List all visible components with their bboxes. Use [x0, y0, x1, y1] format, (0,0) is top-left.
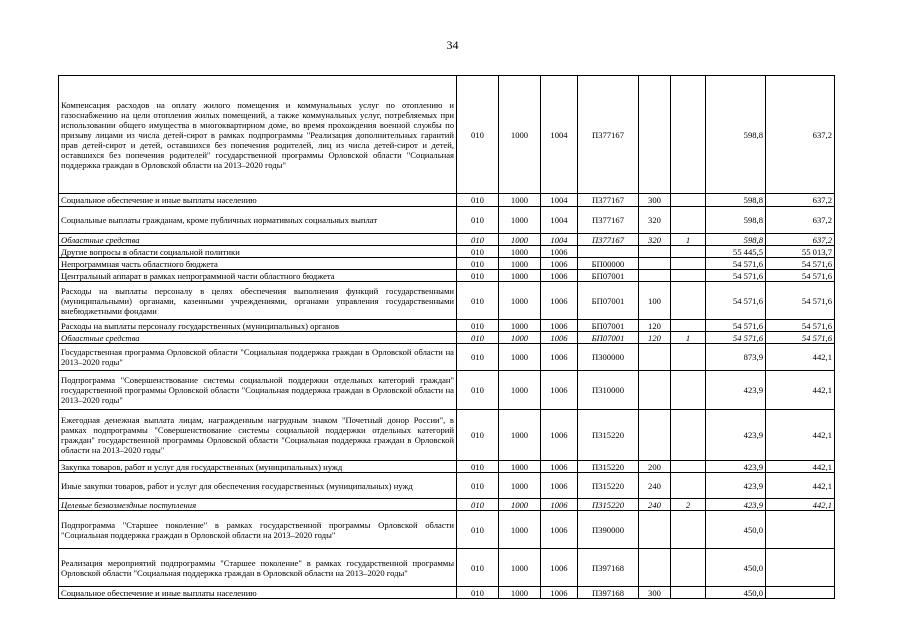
- cell-amount-1: 54 571,6: [706, 332, 766, 344]
- cell-grbs: 010: [457, 371, 499, 410]
- cell-amount-1: 598,8: [706, 194, 766, 207]
- row-name: Социальные выплаты гражданам, кроме публичных нормативных социальных выплат: [59, 207, 457, 234]
- cell-amount-2: 442,1: [766, 461, 835, 473]
- cell-expense-type: 120: [639, 320, 671, 332]
- cell-amount-1: 54 571,6: [706, 282, 766, 320]
- cell-amount-2: 54 571,6: [766, 332, 835, 344]
- cell-expense-type: 320: [639, 234, 671, 246]
- table-row: [59, 473, 835, 499]
- cell-amount-2: 55 013,7: [766, 246, 835, 258]
- cell-razdel: 1000: [499, 246, 541, 258]
- cell-expense-type: [639, 76, 671, 194]
- cell-expense-type: 200: [639, 461, 671, 473]
- cell-expense-type: [639, 549, 671, 587]
- cell-amount-2: [766, 587, 835, 599]
- cell-podrazdel: 1006: [541, 344, 578, 371]
- table-row: [59, 371, 835, 410]
- table-row: [59, 282, 835, 320]
- cell-grbs: 010: [457, 76, 499, 194]
- cell-expense-type: [639, 371, 671, 410]
- cell-razdel: 1000: [499, 511, 541, 549]
- row-name: Целевые безвозмездные поступления: [59, 499, 457, 511]
- cell-amount-1: 423,9: [706, 410, 766, 461]
- cell-amount-2: 637,2: [766, 234, 835, 246]
- cell-razdel: 1000: [499, 258, 541, 270]
- cell-funding-source: [671, 282, 706, 320]
- cell-target-article: БП07001: [578, 282, 639, 320]
- cell-amount-1: 598,8: [706, 234, 766, 246]
- cell-funding-source: 2: [671, 499, 706, 511]
- cell-razdel: 1000: [499, 587, 541, 599]
- budget-table: [58, 75, 835, 599]
- cell-grbs: 010: [457, 587, 499, 599]
- cell-grbs: 010: [457, 332, 499, 344]
- cell-expense-type: 320: [639, 207, 671, 234]
- cell-funding-source: 1: [671, 332, 706, 344]
- cell-funding-source: 1: [671, 234, 706, 246]
- cell-amount-2: 637,2: [766, 194, 835, 207]
- cell-target-article: БП00000: [578, 258, 639, 270]
- row-name: Государственная программа Орловской области "Социальная поддержка граждан в Орловской области на 2013–2020 годы": [59, 344, 457, 371]
- cell-amount-1: 450,0: [706, 549, 766, 587]
- cell-grbs: 010: [457, 320, 499, 332]
- cell-amount-2: 637,2: [766, 76, 835, 194]
- cell-target-article: БП07001: [578, 332, 639, 344]
- cell-target-article: БП07001: [578, 320, 639, 332]
- cell-grbs: 010: [457, 194, 499, 207]
- page-number: 34: [446, 38, 459, 52]
- cell-razdel: 1000: [499, 344, 541, 371]
- cell-podrazdel: 1006: [541, 549, 578, 587]
- cell-expense-type: [639, 344, 671, 371]
- cell-razdel: 1000: [499, 371, 541, 410]
- row-name: Подпрограмма "Старшее поколение" в рамках государственной программы Орловской области "Социальная поддержка граждан в Орловской области на 2013–2020 годы": [59, 511, 457, 549]
- cell-target-article: П377167: [578, 234, 639, 246]
- cell-target-article: П377167: [578, 207, 639, 234]
- cell-razdel: 1000: [499, 499, 541, 511]
- cell-target-article: П397168: [578, 549, 639, 587]
- row-name: Расходы на выплаты персоналу в целях обеспечения выполнения функций государственными (муниципальными) органами, казенными учреждениями, органами управления государственными внебюджетными фондами: [59, 282, 457, 320]
- cell-amount-2: 54 571,6: [766, 320, 835, 332]
- cell-podrazdel: 1006: [541, 461, 578, 473]
- cell-amount-2: [766, 549, 835, 587]
- cell-grbs: 010: [457, 207, 499, 234]
- cell-grbs: 010: [457, 344, 499, 371]
- cell-razdel: 1000: [499, 332, 541, 344]
- cell-podrazdel: 1006: [541, 320, 578, 332]
- row-name: Реализация мероприятий подпрограммы "Старшее поколение" в рамках государственной программы Орловской области "Социальная поддержка граждан в Орловской области на 2013–2020 годы": [59, 549, 457, 587]
- cell-target-article: П315220: [578, 461, 639, 473]
- cell-target-article: П377167: [578, 76, 639, 194]
- cell-razdel: 1000: [499, 461, 541, 473]
- cell-target-article: П397168: [578, 587, 639, 599]
- cell-expense-type: [639, 258, 671, 270]
- cell-amount-2: 637,2: [766, 207, 835, 234]
- cell-funding-source: [671, 258, 706, 270]
- row-name: Иные закупки товаров, работ и услуг для обеспечения государственных (муниципальных) нужд: [59, 473, 457, 499]
- cell-podrazdel: 1006: [541, 410, 578, 461]
- cell-target-article: П300000: [578, 344, 639, 371]
- cell-amount-1: 423,9: [706, 461, 766, 473]
- table-row: [59, 511, 835, 549]
- table-row: [59, 587, 835, 599]
- cell-podrazdel: 1006: [541, 258, 578, 270]
- cell-target-article: П315220: [578, 499, 639, 511]
- cell-amount-2: 54 571,6: [766, 282, 835, 320]
- cell-grbs: 010: [457, 549, 499, 587]
- cell-amount-2: 54 571,6: [766, 270, 835, 282]
- cell-razdel: 1000: [499, 76, 541, 194]
- cell-funding-source: [671, 246, 706, 258]
- cell-podrazdel: 1006: [541, 282, 578, 320]
- cell-expense-type: [639, 246, 671, 258]
- row-name: Закупка товаров, работ и услуг для государственных (муниципальных) нужд: [59, 461, 457, 473]
- table-row: [59, 258, 835, 270]
- row-name: Непрограммная часть областного бюджета: [59, 258, 457, 270]
- cell-funding-source: [671, 207, 706, 234]
- cell-funding-source: [671, 461, 706, 473]
- cell-funding-source: [671, 549, 706, 587]
- cell-target-article: [578, 246, 639, 258]
- cell-expense-type: 300: [639, 587, 671, 599]
- cell-target-article: П390000: [578, 511, 639, 549]
- cell-expense-type: 100: [639, 282, 671, 320]
- row-name: Компенсация расходов на оплату жилого помещения и коммунальных услуг по отоплению и газоснабжению на цели отопления жилых помещений, а также коммунальных услуг, потребляемых при использовании общего имущества в многоквартирном доме, во время прохождения военной службы по призыву лицами из числа детей-сирот в рамках подпрограммы "Реализация дополнительных гарантий прав детей-сирот и детей, оставшихся без попечения родителей, лиц из числа детей-сирот и детей, оставшихся без попечения родителей" государственной программы Орловской области "Социальная поддержка граждан в Орловской области на 2013–2020 годы": [59, 76, 457, 194]
- row-name: Социальное обеспечение и иные выплаты населению: [59, 194, 457, 207]
- table-row: [59, 499, 835, 511]
- cell-funding-source: [671, 344, 706, 371]
- cell-funding-source: [671, 587, 706, 599]
- cell-funding-source: [671, 320, 706, 332]
- cell-funding-source: [671, 511, 706, 549]
- table-row: [59, 246, 835, 258]
- cell-amount-2: 442,1: [766, 371, 835, 410]
- table-row: [59, 332, 835, 344]
- cell-target-article: БП07001: [578, 270, 639, 282]
- cell-funding-source: [671, 76, 706, 194]
- cell-expense-type: [639, 511, 671, 549]
- cell-amount-2: 442,1: [766, 499, 835, 511]
- cell-amount-2: 442,1: [766, 473, 835, 499]
- table-row: [59, 549, 835, 587]
- cell-amount-1: 54 571,6: [706, 258, 766, 270]
- cell-amount-2: 54 571,6: [766, 258, 835, 270]
- cell-target-article: П315220: [578, 473, 639, 499]
- cell-funding-source: [671, 371, 706, 410]
- cell-amount-1: 54 571,6: [706, 320, 766, 332]
- row-name: Областные средства: [59, 332, 457, 344]
- cell-target-article: П377167: [578, 194, 639, 207]
- cell-funding-source: [671, 194, 706, 207]
- row-name: Областные средства: [59, 234, 457, 246]
- cell-target-article: П310000: [578, 371, 639, 410]
- cell-razdel: 1000: [499, 549, 541, 587]
- cell-grbs: 010: [457, 473, 499, 499]
- table-row: [59, 234, 835, 246]
- row-name: Центральный аппарат в рамках непрограммной части областного бюджета: [59, 270, 457, 282]
- cell-grbs: 010: [457, 246, 499, 258]
- cell-razdel: 1000: [499, 194, 541, 207]
- cell-grbs: 010: [457, 270, 499, 282]
- cell-funding-source: [671, 270, 706, 282]
- cell-amount-1: 54 571,6: [706, 270, 766, 282]
- cell-amount-1: 423,9: [706, 499, 766, 511]
- row-name: Ежегодная денежная выплата лицам, награжденным нагрудным знаком "Почетный донор России", в рамках подпрограммы "Совершенствование системы социальной поддержки отдельных категорий граждан" государственной программы Орловской области "Социальная поддержка граждан в Орловской области на 2013–2020 годы": [59, 410, 457, 461]
- cell-podrazdel: 1006: [541, 270, 578, 282]
- cell-podrazdel: 1006: [541, 511, 578, 549]
- cell-amount-2: 442,1: [766, 344, 835, 371]
- cell-razdel: 1000: [499, 320, 541, 332]
- cell-razdel: 1000: [499, 473, 541, 499]
- cell-grbs: 010: [457, 234, 499, 246]
- cell-expense-type: 240: [639, 499, 671, 511]
- table-body: [59, 76, 835, 599]
- cell-grbs: 010: [457, 282, 499, 320]
- cell-podrazdel: 1006: [541, 371, 578, 410]
- cell-podrazdel: 1006: [541, 587, 578, 599]
- cell-podrazdel: 1006: [541, 473, 578, 499]
- cell-expense-type: [639, 270, 671, 282]
- table-row: [59, 344, 835, 371]
- cell-expense-type: 300: [639, 194, 671, 207]
- cell-target-article: П315220: [578, 410, 639, 461]
- cell-grbs: 010: [457, 511, 499, 549]
- cell-amount-1: 423,9: [706, 371, 766, 410]
- cell-funding-source: [671, 473, 706, 499]
- cell-amount-1: 450,0: [706, 511, 766, 549]
- cell-podrazdel: 1004: [541, 207, 578, 234]
- table-row: [59, 76, 835, 194]
- cell-amount-1: 450,0: [706, 587, 766, 599]
- cell-podrazdel: 1004: [541, 194, 578, 207]
- cell-funding-source: [671, 410, 706, 461]
- cell-expense-type: 240: [639, 473, 671, 499]
- cell-podrazdel: 1006: [541, 246, 578, 258]
- cell-razdel: 1000: [499, 282, 541, 320]
- table-row: [59, 320, 835, 332]
- table-row: [59, 270, 835, 282]
- cell-grbs: 010: [457, 499, 499, 511]
- cell-razdel: 1000: [499, 270, 541, 282]
- cell-grbs: 010: [457, 410, 499, 461]
- cell-amount-1: 55 445,5: [706, 246, 766, 258]
- table-row: [59, 207, 835, 234]
- cell-amount-1: 598,8: [706, 207, 766, 234]
- cell-amount-1: 423,9: [706, 473, 766, 499]
- cell-podrazdel: 1004: [541, 76, 578, 194]
- cell-amount-2: [766, 511, 835, 549]
- table-row: [59, 410, 835, 461]
- row-name: Социальное обеспечение и иные выплаты населению: [59, 587, 457, 599]
- cell-amount-1: 598,8: [706, 76, 766, 194]
- row-name: Подпрограмма "Совершенствование системы социальной поддержки отдельных категорий граждан" государственной программы Орловской области "Социальная поддержка граждан в Орловской области на 2013–2020 годы": [59, 371, 457, 410]
- cell-razdel: 1000: [499, 234, 541, 246]
- cell-expense-type: [639, 410, 671, 461]
- table-row: [59, 194, 835, 207]
- cell-podrazdel: 1006: [541, 499, 578, 511]
- cell-razdel: 1000: [499, 207, 541, 234]
- cell-amount-1: 873,9: [706, 344, 766, 371]
- cell-grbs: 010: [457, 461, 499, 473]
- cell-podrazdel: 1006: [541, 332, 578, 344]
- table-row: [59, 461, 835, 473]
- cell-razdel: 1000: [499, 410, 541, 461]
- row-name: Расходы на выплаты персоналу государственных (муниципальных) органов: [59, 320, 457, 332]
- cell-grbs: 010: [457, 258, 499, 270]
- cell-podrazdel: 1004: [541, 234, 578, 246]
- cell-expense-type: 120: [639, 332, 671, 344]
- row-name: Другие вопросы в области социальной политики: [59, 246, 457, 258]
- cell-amount-2: 442,1: [766, 410, 835, 461]
